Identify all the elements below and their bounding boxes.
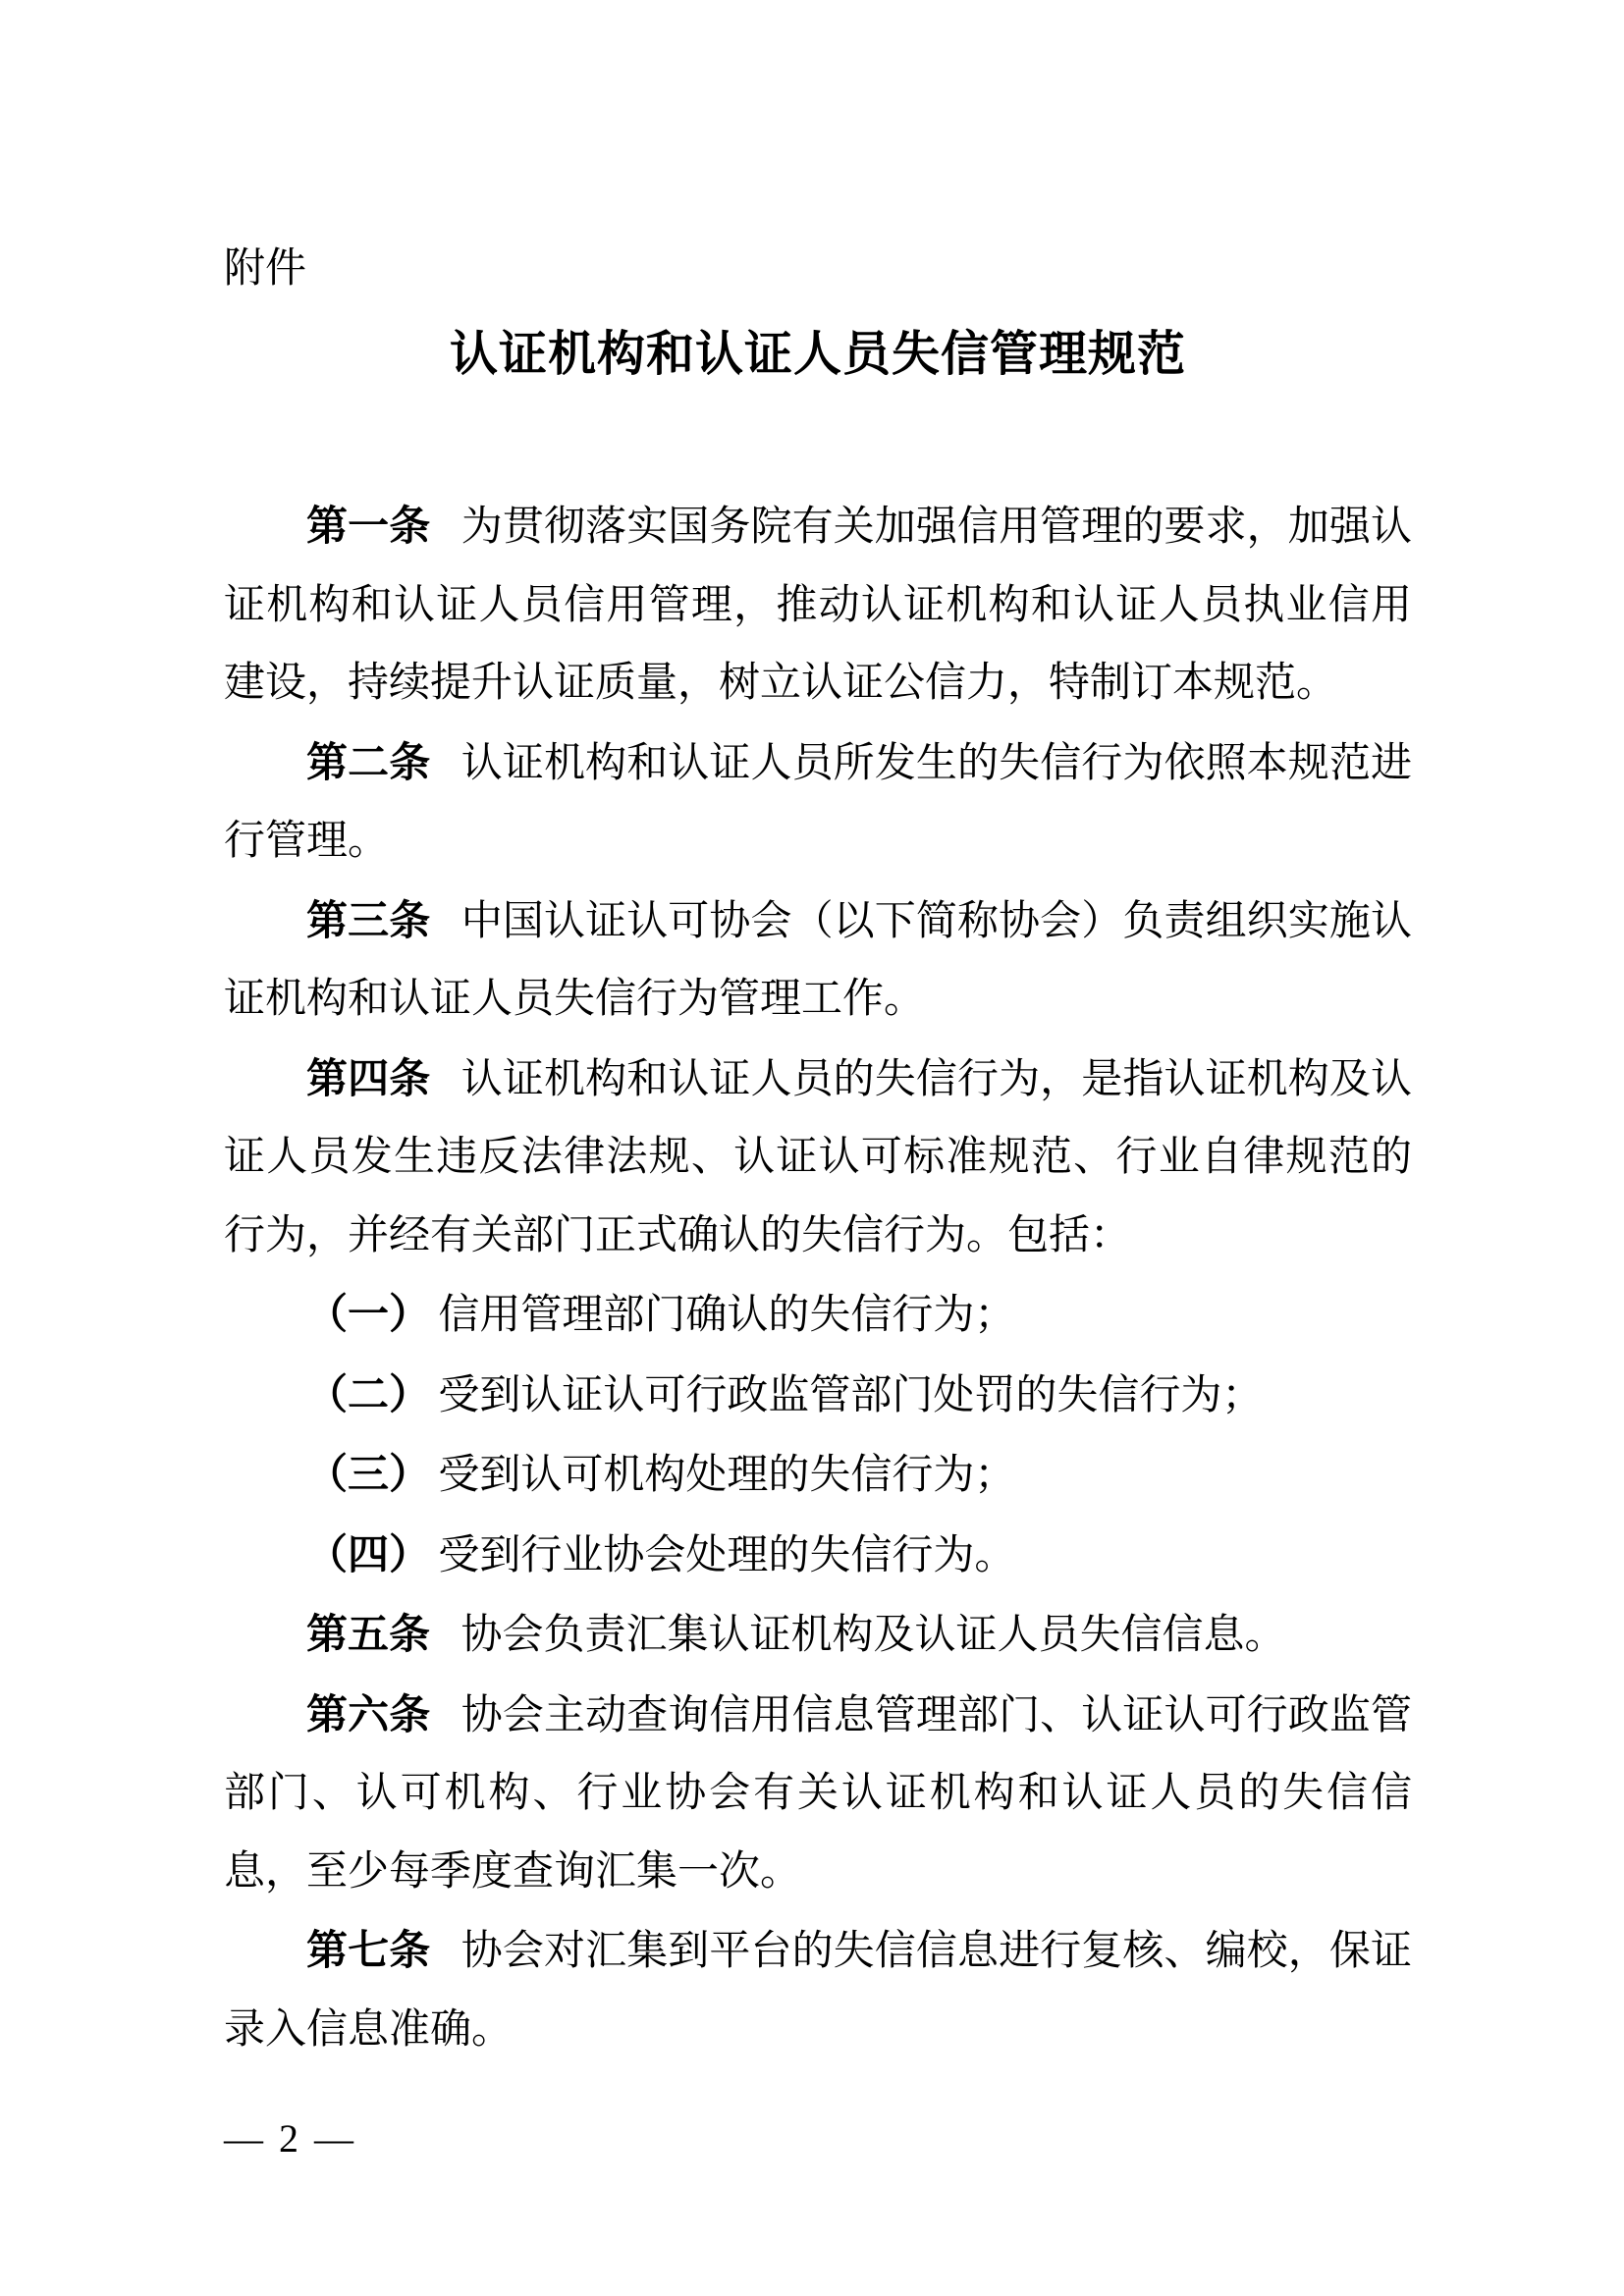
paragraph-text: 受到认可机构处理的失信行为； xyxy=(438,1453,1016,1498)
paragraph xyxy=(224,1435,1412,1516)
paragraph xyxy=(224,1516,1412,1596)
paragraph-head: （二） xyxy=(306,1370,431,1417)
paragraph-text: 信用管理部门确认的失信行为； xyxy=(438,1293,1016,1338)
document-body xyxy=(224,487,1412,2069)
paragraph-text: 认证机构和认证人员的失信行为，是指认证机构及认证人员发生违反法律法规、认证认可标准规范、行业自律规范的行为，并经有关部门正式确认的失信行为。包括： xyxy=(224,1056,1412,1258)
paragraph-head: （四） xyxy=(306,1530,431,1577)
paragraph-text: 受到行业协会处理的失信行为。 xyxy=(438,1532,1016,1578)
paragraph-head: 第六条 xyxy=(306,1690,431,1737)
paragraph xyxy=(224,1040,1412,1276)
paragraph-text: 协会负责汇集认证机构及认证人员失信信息。 xyxy=(460,1613,1286,1658)
paragraph-head: （三） xyxy=(306,1451,431,1497)
paragraph-text: 协会主动查询信用信息管理部门、认证认可行政监管部门、认可机构、行业协会有关认证机构和认证人员的失信信息，至少每季度查询汇集一次。 xyxy=(224,1692,1412,1895)
paragraph-head: 第四条 xyxy=(306,1054,431,1101)
paragraph xyxy=(224,881,1412,1040)
paragraph-text: 认证机构和认证人员所发生的失信行为依照本规范进行管理。 xyxy=(224,740,1412,864)
paragraph-text: 受到认证认可行政监管部门处罚的失信行为； xyxy=(438,1372,1264,1418)
paragraph-text: 中国认证认可协会（以下简称协会）负责组织实施认证机构和认证人员失信行为管理工作。 xyxy=(224,898,1412,1022)
paragraph-head: 第二条 xyxy=(306,738,431,785)
paragraph xyxy=(224,723,1412,881)
paragraph-head: 第一条 xyxy=(306,503,431,549)
page-title: 认证机构和认证人员失信管理规范 xyxy=(449,327,1186,381)
attachment-label: 附件 xyxy=(224,244,307,291)
page-number: — 2 — xyxy=(224,2116,356,2161)
paragraph xyxy=(224,1676,1412,1912)
paragraph xyxy=(224,1911,1412,2069)
paragraph xyxy=(224,1275,1412,1356)
paragraph-head: 第三条 xyxy=(306,896,431,943)
paragraph xyxy=(224,487,1412,723)
paragraph-text: 为贯彻落实国务院有关加强信用管理的要求，加强认证机构和认证人员信用管理，推动认证机构和认证人员执业信用建设，持续提升认证质量，树立认证公信力，特制订本规范。 xyxy=(224,505,1412,706)
paragraph xyxy=(224,1356,1412,1436)
paragraph-head: 第五条 xyxy=(306,1611,431,1657)
paragraph-text: 协会对汇集到平台的失信信息进行复核、编校，保证录入信息准确。 xyxy=(224,1929,1412,2053)
paragraph-head: 第七条 xyxy=(306,1927,431,1973)
paragraph xyxy=(224,1595,1412,1676)
paragraph-head: （一） xyxy=(306,1291,431,1337)
